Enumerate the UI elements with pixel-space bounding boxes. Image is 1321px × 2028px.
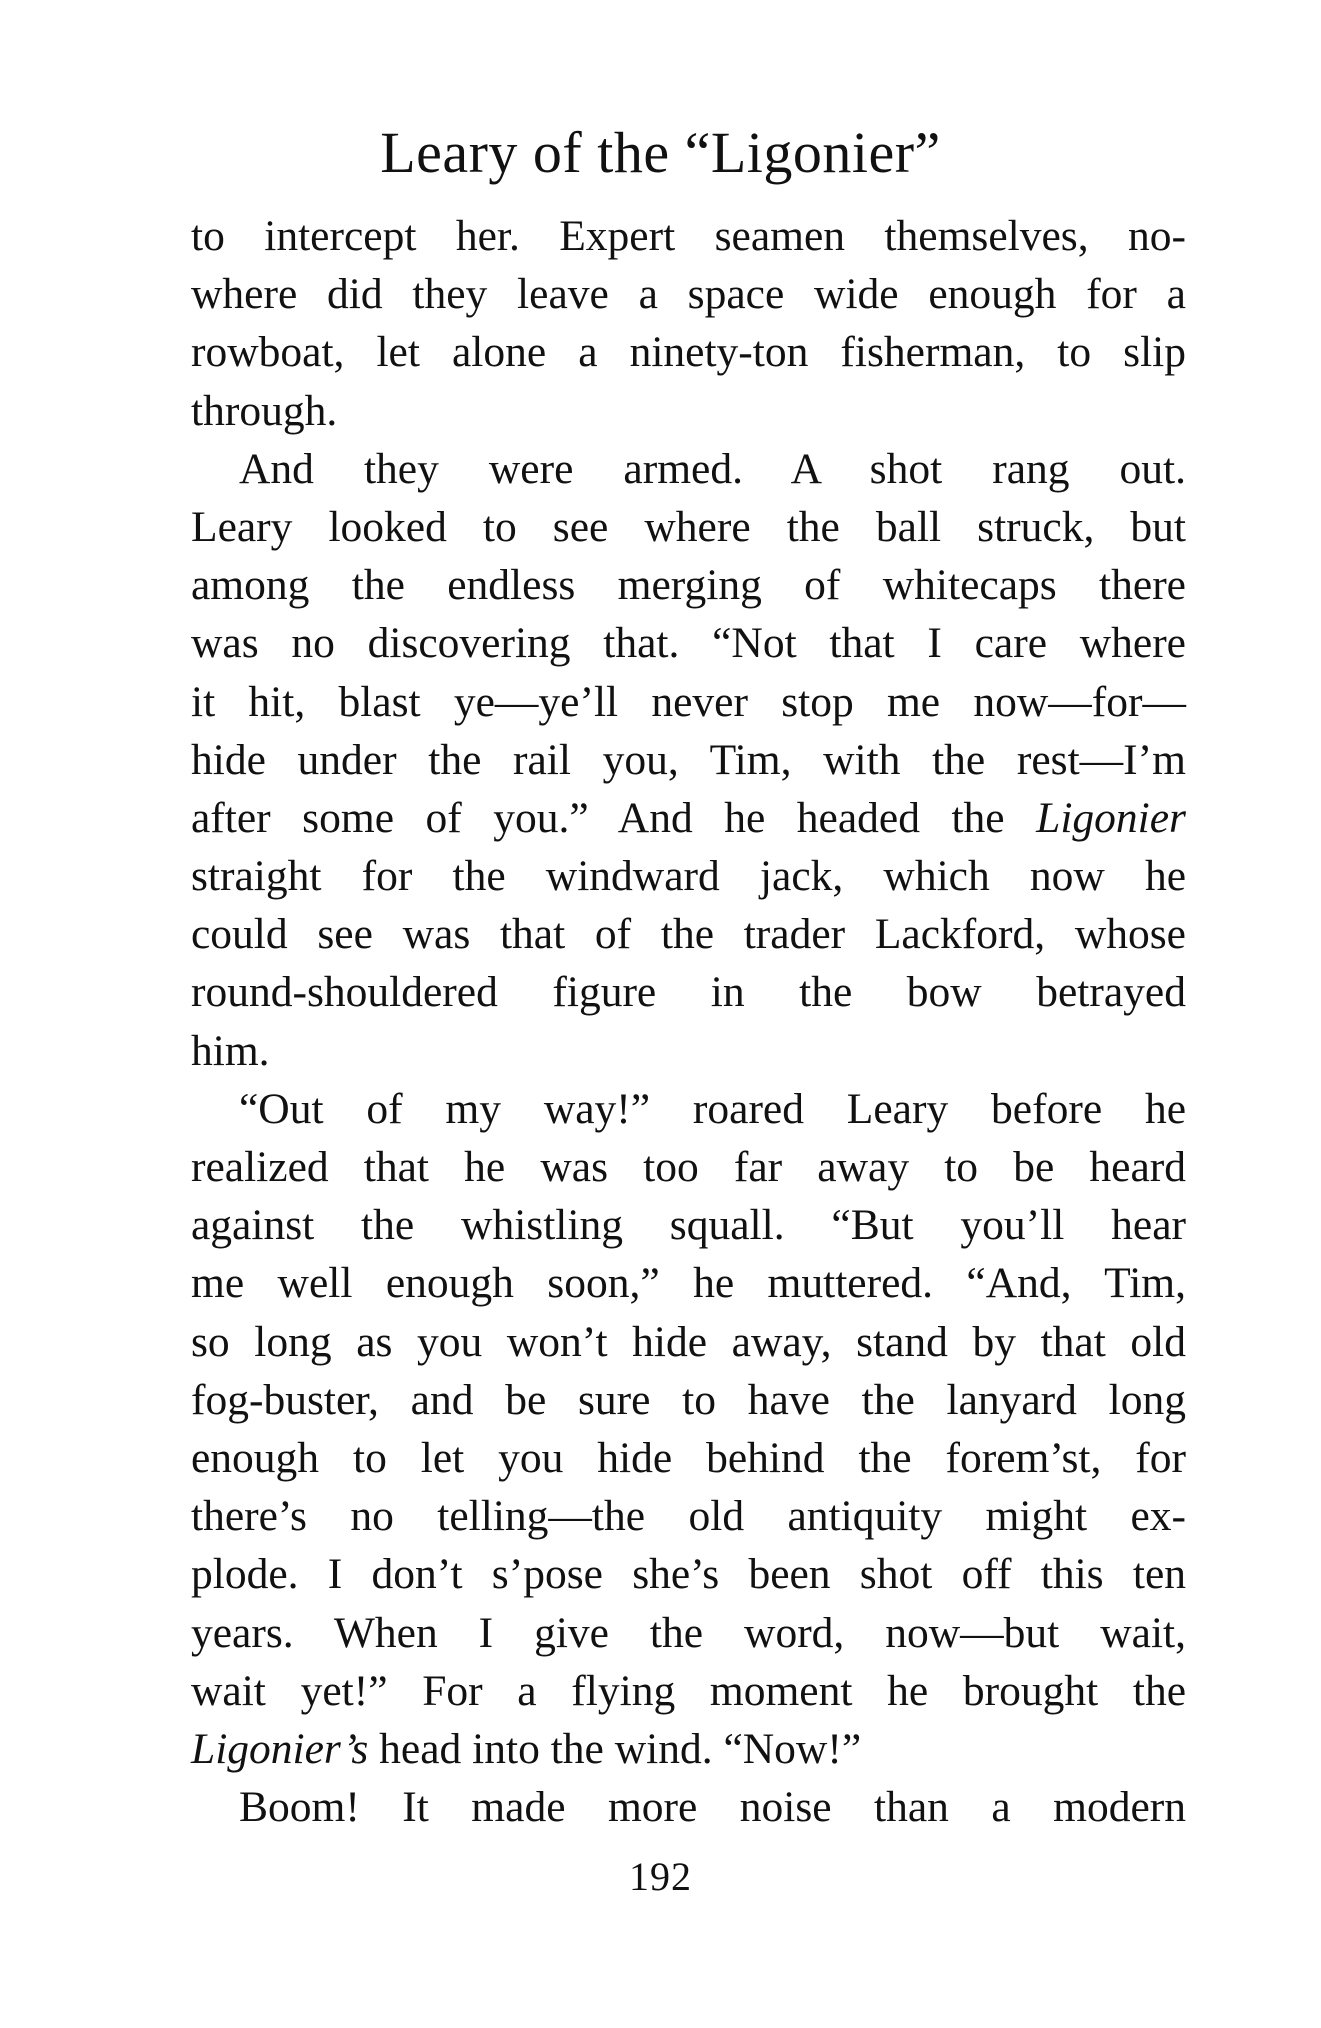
text-line: enough to let you hide behind the forem’st, for (191, 1433, 1186, 1482)
text-line: through. (191, 386, 338, 435)
text-line: to intercept her. Expert seamen themselves, no- (191, 212, 1186, 260)
text-line: realized that he was too far away to be heard (191, 1143, 1186, 1191)
text-line: fog-buster, and be sure to have the lanyard long (191, 1375, 1186, 1424)
text-line: And they were armed. A shot rang out. (239, 444, 1186, 493)
text-line: me well enough soon,” he muttered. “And, Tim, (191, 1259, 1186, 1308)
body-text (191, 207, 1186, 1836)
ship-name-italic: Ligonier (1036, 793, 1186, 842)
text-line: where did they leave a space wide enough for a (191, 270, 1186, 319)
text-line: could see was that of the trader Lackford, whose (191, 910, 1186, 959)
line-segment: after some of you.” And he headed the (191, 793, 1005, 842)
text-line: was no discovering that. “Not that I care where (191, 619, 1186, 668)
ship-name-italic: Ligonier’s (191, 1724, 369, 1773)
text-line: plode. I don’t s’pose she’s been shot off this ten (191, 1550, 1186, 1599)
text-line: round-shouldered figure in the bow betrayed (191, 968, 1186, 1017)
text-line: Leary looked to see where the ball struck, but (191, 502, 1186, 551)
text-line: against the whistling squall. “But you’ll hear (191, 1201, 1186, 1250)
text-line: wait yet!” For a flying moment he brought the (191, 1666, 1186, 1715)
text-line: him. (191, 1026, 270, 1075)
text-line: straight for the windward jack, which now he (191, 852, 1186, 901)
text-line: so long as you won’t hide away, stand by that old (191, 1317, 1186, 1366)
text-line: it hit, blast ye—ye’ll never stop me now—for— (191, 677, 1186, 726)
text-line: among the endless merging of whitecaps there (191, 561, 1186, 610)
text-line: “Out of my way!” roared Leary before he (239, 1084, 1186, 1133)
text-line: Boom! It made more noise than a modern (239, 1783, 1186, 1832)
text-line: there’s no telling—the old antiquity might ex- (191, 1492, 1186, 1541)
text-line: rowboat, let alone a ninety-ton fisherman, to slip (191, 328, 1186, 377)
page-number: 192 (629, 1854, 692, 1899)
line-segment: head into the wind. “Now!” (379, 1724, 862, 1773)
text-line: years. When I give the word, now—but wait, (191, 1608, 1186, 1657)
text-line (191, 1720, 1186, 1778)
text-line: hide under the rail you, Tim, with the rest—I’m (191, 735, 1186, 784)
running-title: Leary of the “Ligonier” (380, 120, 941, 185)
text-line (191, 789, 1186, 847)
